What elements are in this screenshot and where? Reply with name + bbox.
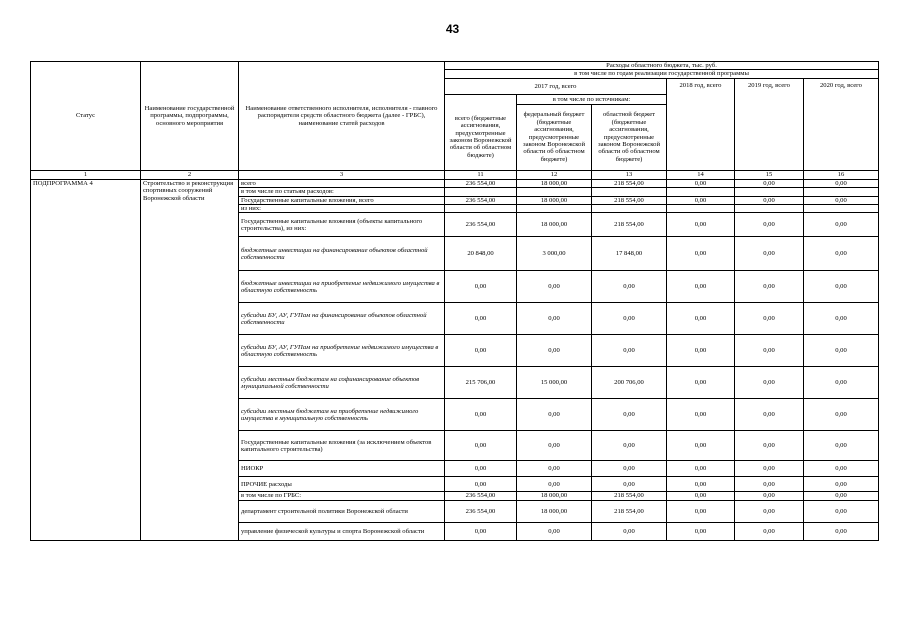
row-label: бюджетные инвестиции на приобретение недвижимого имущества в областную собственность xyxy=(239,271,445,303)
row-label: управление физической культуры и спорта Воронежской области xyxy=(239,522,445,540)
row-label: субсидии местным бюджетам на софинансирование объектов муниципальной собственности xyxy=(239,367,445,399)
col-number: 2 xyxy=(141,170,239,179)
row-label: департамент строительной политики Воронежской области xyxy=(239,500,445,522)
value-cell: 0,00 xyxy=(667,477,735,492)
col-number: 13 xyxy=(592,170,667,179)
row-program-name: Строительство и реконструкция спортивных сооружений Воронежской области xyxy=(141,179,239,540)
value-cell xyxy=(804,205,879,213)
value-cell: 18 000,00 xyxy=(517,213,592,237)
value-cell: 236 554,00 xyxy=(445,213,517,237)
value-cell: 0,00 xyxy=(667,179,735,187)
value-cell: 0,00 xyxy=(517,271,592,303)
row-label: Государственные капитальные вложения (объекты капитального строительства), из них: xyxy=(239,213,445,237)
value-cell: 0,00 xyxy=(667,492,735,500)
value-cell: 218 554,00 xyxy=(592,500,667,522)
header-total-col: всего (бюджетные ассигнования, предусмотренные законом Воронежской области об областном бюджете) xyxy=(445,104,517,170)
header-by-sources: в том числе по источникам: xyxy=(517,94,667,104)
col-number: 16 xyxy=(804,170,879,179)
value-cell: 0,00 xyxy=(804,213,879,237)
value-cell: 0,00 xyxy=(517,431,592,461)
value-cell: 0,00 xyxy=(735,500,804,522)
header-program-name: Наименование государственной программы, подпрограммы, основного мероприятия xyxy=(141,62,239,171)
value-cell: 3 000,00 xyxy=(517,237,592,271)
value-cell: 15 000,00 xyxy=(517,367,592,399)
value-cell: 215 706,00 xyxy=(445,367,517,399)
value-cell: 0,00 xyxy=(592,303,667,335)
row-label: из них: xyxy=(239,205,445,213)
col-number: 11 xyxy=(445,170,517,179)
page-number: 43 xyxy=(445,22,460,36)
value-cell: 0,00 xyxy=(667,431,735,461)
value-cell xyxy=(804,188,879,196)
header-regional-col: областной бюджет (бюджетные ассигнования, предусмотренные законом Воронежской области об областном бюджете) xyxy=(592,104,667,170)
value-cell: 0,00 xyxy=(667,213,735,237)
value-cell xyxy=(517,205,592,213)
value-cell: 200 706,00 xyxy=(592,367,667,399)
value-cell: 0,00 xyxy=(517,303,592,335)
col-number: 15 xyxy=(735,170,804,179)
value-cell: 0,00 xyxy=(735,522,804,540)
value-cell: 236 554,00 xyxy=(445,196,517,204)
budget-table xyxy=(30,61,879,541)
value-cell: 0,00 xyxy=(667,196,735,204)
header-2017: 2017 год, всего xyxy=(445,78,667,94)
value-cell: 236 554,00 xyxy=(445,500,517,522)
value-cell: 0,00 xyxy=(804,271,879,303)
value-cell: 0,00 xyxy=(804,399,879,431)
value-cell: 0,00 xyxy=(667,399,735,431)
value-cell: 0,00 xyxy=(592,399,667,431)
col-number: 3 xyxy=(239,170,445,179)
col-number: 14 xyxy=(667,170,735,179)
value-cell: 0,00 xyxy=(592,335,667,367)
header-federal-col: федеральный бюджет (бюджетные ассигнования, предусмотренные законом Воронежской области об областном бюджете) xyxy=(517,104,592,170)
value-cell: 0,00 xyxy=(804,237,879,271)
value-cell: 0,00 xyxy=(735,271,804,303)
row-status: ПОДПРОГРАММА 4 xyxy=(31,179,141,540)
value-cell: 0,00 xyxy=(592,522,667,540)
value-cell: 0,00 xyxy=(445,335,517,367)
header-by-years: в том числе по годам реализации государственной программы xyxy=(445,70,879,78)
header-executor: Наименование ответственного исполнителя, исполнителя - главного распорядителя средств областного бюджета (далее - ГРБС), наименование статей расходов xyxy=(239,62,445,171)
value-cell: 18 000,00 xyxy=(517,492,592,500)
value-cell: 0,00 xyxy=(735,179,804,187)
value-cell xyxy=(735,205,804,213)
row-label: в том числе по ГРБС: xyxy=(239,492,445,500)
value-cell: 0,00 xyxy=(804,196,879,204)
value-cell: 0,00 xyxy=(804,335,879,367)
value-cell: 17 848,00 xyxy=(592,237,667,271)
value-cell: 0,00 xyxy=(667,500,735,522)
row-label: НИОКР xyxy=(239,461,445,477)
value-cell: 0,00 xyxy=(667,303,735,335)
value-cell: 218 554,00 xyxy=(592,179,667,187)
value-cell: 0,00 xyxy=(735,492,804,500)
value-cell: 218 554,00 xyxy=(592,213,667,237)
value-cell: 0,00 xyxy=(445,271,517,303)
value-cell: 0,00 xyxy=(592,271,667,303)
value-cell: 18 000,00 xyxy=(517,196,592,204)
row-label: субсидии местным бюджетам на приобретение недвижимого имущества в муниципальную собственность xyxy=(239,399,445,431)
value-cell: 0,00 xyxy=(667,237,735,271)
value-cell: 0,00 xyxy=(592,477,667,492)
value-cell: 0,00 xyxy=(667,367,735,399)
row-label: субсидии БУ, АУ, ГУПам на финансирование объектов областной собственности xyxy=(239,303,445,335)
value-cell: 0,00 xyxy=(592,431,667,461)
value-cell: 0,00 xyxy=(517,399,592,431)
value-cell: 0,00 xyxy=(735,196,804,204)
row-label: бюджетные инвестиции на финансирование объектов областной собственности xyxy=(239,237,445,271)
header-2020: 2020 год, всего xyxy=(804,78,879,170)
value-cell: 0,00 xyxy=(517,477,592,492)
value-cell xyxy=(735,188,804,196)
value-cell: 0,00 xyxy=(735,237,804,271)
value-cell: 0,00 xyxy=(517,522,592,540)
value-cell: 0,00 xyxy=(517,335,592,367)
row-label: всего xyxy=(239,179,445,187)
value-cell: 0,00 xyxy=(804,492,879,500)
value-cell: 0,00 xyxy=(804,303,879,335)
value-cell: 0,00 xyxy=(735,477,804,492)
value-cell: 18 000,00 xyxy=(517,179,592,187)
value-cell: 0,00 xyxy=(592,461,667,477)
value-cell: 0,00 xyxy=(735,213,804,237)
value-cell: 0,00 xyxy=(667,271,735,303)
value-cell: 0,00 xyxy=(445,303,517,335)
col-number: 12 xyxy=(517,170,592,179)
value-cell: 20 848,00 xyxy=(445,237,517,271)
header-status: Статус xyxy=(31,62,141,171)
value-cell: 0,00 xyxy=(804,179,879,187)
value-cell: 0,00 xyxy=(735,461,804,477)
value-cell: 0,00 xyxy=(667,522,735,540)
value-cell: 0,00 xyxy=(445,431,517,461)
col-number: 1 xyxy=(31,170,141,179)
value-cell: 0,00 xyxy=(804,522,879,540)
value-cell: 0,00 xyxy=(804,367,879,399)
value-cell: 236 554,00 xyxy=(445,492,517,500)
value-cell: 0,00 xyxy=(804,477,879,492)
header-total-spacer xyxy=(445,94,517,104)
value-cell: 0,00 xyxy=(735,431,804,461)
row-label: ПРОЧИЕ расходы xyxy=(239,477,445,492)
row-label: в том числе по статьям расходов: xyxy=(239,188,445,196)
value-cell: 0,00 xyxy=(445,477,517,492)
value-cell xyxy=(445,188,517,196)
value-cell xyxy=(667,188,735,196)
value-cell: 0,00 xyxy=(667,335,735,367)
value-cell: 0,00 xyxy=(804,431,879,461)
value-cell xyxy=(667,205,735,213)
header-expenses: Расходы областного бюджета, тыс. руб. xyxy=(445,62,879,70)
value-cell: 0,00 xyxy=(735,335,804,367)
value-cell: 0,00 xyxy=(735,367,804,399)
value-cell: 0,00 xyxy=(735,303,804,335)
row-label: Государственные капитальные вложения, всего xyxy=(239,196,445,204)
value-cell: 0,00 xyxy=(804,500,879,522)
value-cell: 0,00 xyxy=(667,461,735,477)
value-cell: 0,00 xyxy=(517,461,592,477)
header-2019: 2019 год, всего xyxy=(735,78,804,170)
header-2018: 2018 год, всего xyxy=(667,78,735,170)
value-cell: 0,00 xyxy=(445,522,517,540)
value-cell: 0,00 xyxy=(804,461,879,477)
value-cell: 218 554,00 xyxy=(592,196,667,204)
value-cell xyxy=(517,188,592,196)
value-cell: 218 554,00 xyxy=(592,492,667,500)
row-label: Государственные капитальные вложения (за исключением объектов капитального строительства) xyxy=(239,431,445,461)
value-cell: 0,00 xyxy=(445,399,517,431)
value-cell: 0,00 xyxy=(445,461,517,477)
value-cell: 0,00 xyxy=(735,399,804,431)
value-cell: 236 554,00 xyxy=(445,179,517,187)
value-cell xyxy=(592,188,667,196)
value-cell xyxy=(592,205,667,213)
value-cell: 18 000,00 xyxy=(517,500,592,522)
value-cell xyxy=(445,205,517,213)
row-label: субсидии БУ, АУ, ГУПам на приобретение недвижимого имущества в областную собственность xyxy=(239,335,445,367)
